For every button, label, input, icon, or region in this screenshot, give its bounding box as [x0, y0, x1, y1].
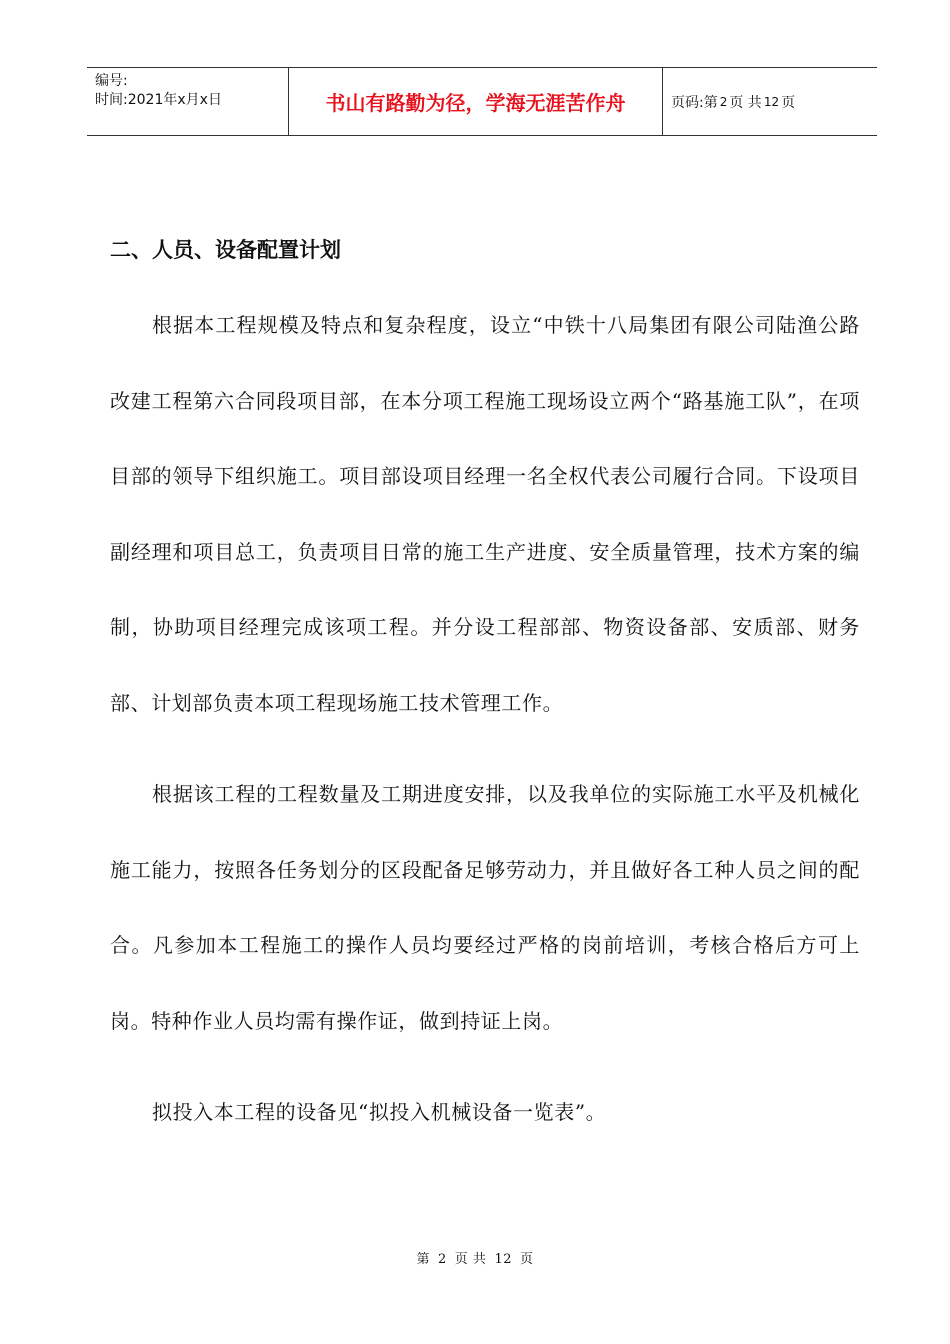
- footer-total: 12: [494, 1252, 512, 1267]
- header-motto-cell: [288, 68, 663, 135]
- motto-text: 书山有路勤为径，学海无涯苦作舟: [325, 91, 626, 115]
- time-month-suffix: 月: [185, 92, 200, 108]
- page-current: 2: [719, 94, 728, 109]
- page-suffix: 页: [781, 94, 796, 111]
- page-mid: 页 共: [729, 94, 762, 111]
- page-footer: [0, 1248, 950, 1267]
- document-body: [110, 228, 860, 1167]
- header-meta-cell: [87, 68, 288, 135]
- page-header: [87, 67, 877, 136]
- paragraph: 拟投入本工程的设备见“拟投入机械设备一览表”。: [152, 1100, 607, 1124]
- paragraph: 根据该工程的工程数量及工期进度安排，以及我单位的实际施工水平及机械化施工能力，按照各任务划分的区段配备足够劳动力，并且做好各工种人员之间的配合。凡参加本工程施工的操作人员均要经过严格的岗前培训，考核合格后方可上岗。特种作业人员均需有操作证，做到持证上岗。: [110, 782, 860, 1033]
- page-prefix: 页码:第: [671, 94, 718, 111]
- footer-suffix: 页: [519, 1252, 534, 1267]
- header-page-cell: [663, 68, 877, 135]
- section-title: 二、人员、设备配置计划: [110, 238, 341, 262]
- page-total: 12: [763, 94, 780, 109]
- footer-prefix: 第: [416, 1252, 431, 1267]
- time-year-suffix: 年: [163, 92, 178, 108]
- time-line: [95, 91, 288, 110]
- time-prefix: 时间:: [95, 92, 128, 108]
- number-label: 编号:: [95, 73, 128, 89]
- paragraph: 根据本工程规模及特点和复杂程度，设立“中铁十八局集团有限公司陆渔公路改建工程第六合同段项目部，在本分项工程施工现场设立两个“路基施工队”，在项目部的领导下组织施工。项目部设项目经理一名全权代表公司履行合同。下设项目副经理和项目总工，负责项目日常的施工生产进度、安全质量管理，技术方案的编制，协助项目经理完成该项工程。并分设工程部部、物资设备部、安质部、财务部、计划部负责本项工程现场施工技术管理工作。: [110, 313, 860, 715]
- footer-current: 2: [438, 1252, 447, 1267]
- time-day: x: [199, 92, 208, 108]
- time-year: 2021: [127, 92, 164, 108]
- time-month: x: [177, 92, 186, 108]
- footer-mid: 页 共: [454, 1252, 487, 1267]
- time-day-suffix: 日: [207, 92, 222, 108]
